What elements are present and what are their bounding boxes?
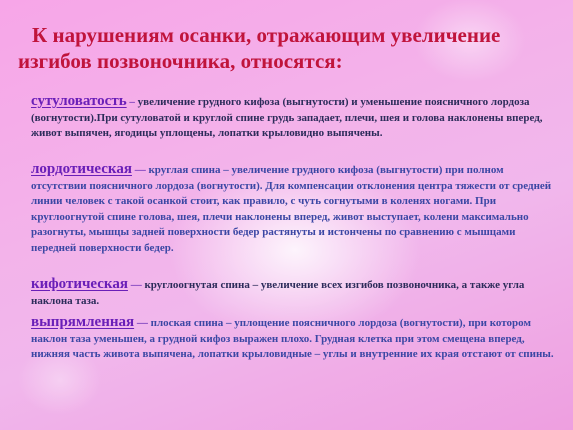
item-description: круглая спина – увеличение грудного кифоза (выгнутости) при полном отсутствии поясничного лордоза (вогнутости). Для компенсации отклонения центра тяжести от средней линии человек с такой осанкой стоит, как правило, с чуть согнутыми в коленях ногами. При круглоогнутой спине голова, шея, плечи наклонены вперед, живот выступает, колени максимально разогнуты, мышцы задней поверхности бедер растянуты и истончены по сравнению с мышцами передней поверхности бедер. [31, 164, 552, 254]
term-lordotic: лордотическая [31, 161, 132, 177]
term-dash: — [131, 164, 146, 176]
item-kyphotic [31, 277, 561, 309]
slide-title: К нарушениям осанки, отражающим увеличение изгибов позвоночника, относятся: [18, 23, 501, 73]
item-lordotic [31, 162, 561, 257]
item-description: круглоогнутая спина – увеличение всех изгибов позвоночника, а также угла наклона таза. [31, 279, 525, 307]
item-slouching [31, 94, 561, 142]
term-flat-back: выпрямленная [31, 314, 135, 330]
item-description: плоская спина – уплощение поясничного лордоза (вогнутости), при котором наклон таза уменьшен, а грудной кифоз выражен плохо. Грудная клетка при этом смещена вперед, нижняя часть живота выпячена, лопатки крыловидные – углы и внутренние их края отстают от спины. [31, 317, 554, 361]
term-kyphotic: кифотическая [31, 276, 128, 292]
item-description: увеличение грудного кифоза (выгнутости) и уменьшение поясничного лордоза (вогнутости).При сутуловатой и круглой спине грудь западает, плечи, шея и голова наклонены вперед, живот выпячен, ягодицы уплощены, лопатки крыловидно выпячены. [31, 96, 543, 140]
item-flat-back [31, 315, 561, 363]
term-dash: – [126, 96, 135, 108]
term-dash: — [127, 279, 142, 291]
term-slouching: сутуловатость [31, 93, 127, 109]
term-dash: — [134, 317, 148, 329]
